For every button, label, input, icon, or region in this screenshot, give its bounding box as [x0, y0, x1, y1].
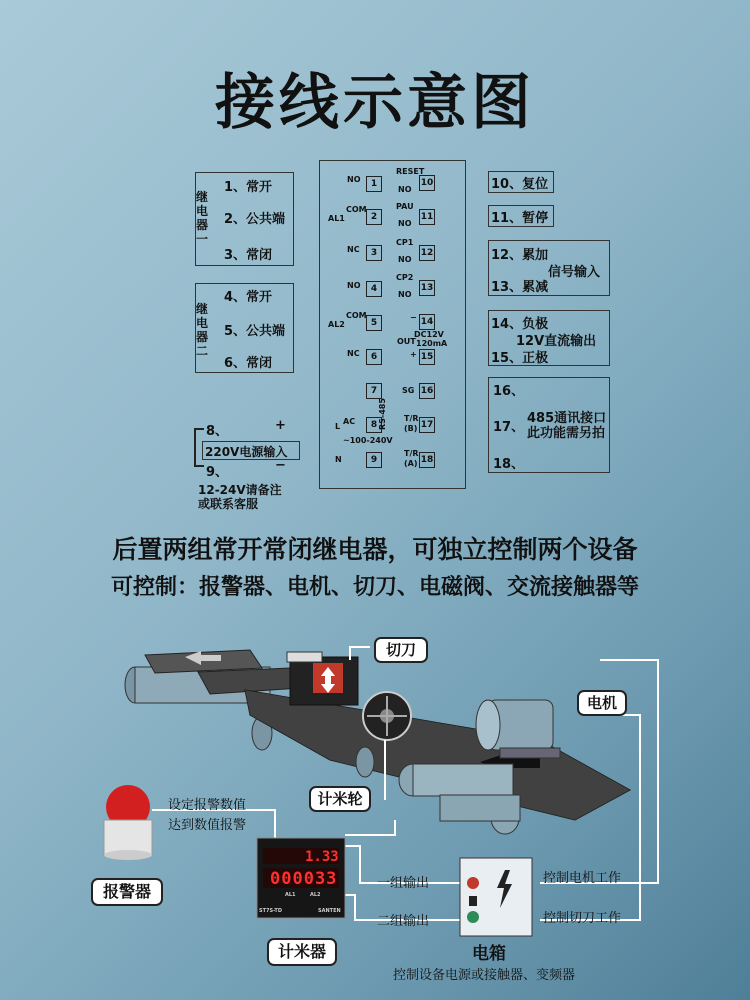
t6-nc: NC	[347, 349, 360, 358]
r11-label: 11、暂停	[491, 211, 549, 226]
out-label: OUT	[397, 337, 416, 346]
t4-no: NO	[347, 281, 361, 290]
r18-label: 18、	[493, 457, 525, 472]
description-line1: 后置两组常开常闭继电器，可独立控制两个设备	[112, 535, 638, 564]
cutter-mount	[287, 652, 322, 662]
cutter-callout: 切刀	[374, 637, 428, 663]
counter-display-bottom: 000033	[270, 869, 338, 889]
terminal-11: 11	[419, 209, 435, 225]
vrange: ~100-240V	[343, 436, 393, 445]
terminal-16: 16	[419, 383, 435, 399]
terminal-8: 8	[366, 417, 382, 433]
terminal-4: 4	[366, 281, 382, 297]
terminal-3: 3	[366, 245, 382, 261]
power-bracket-bottom	[194, 465, 204, 467]
relay2-item-1: 4、常开	[224, 290, 273, 305]
relay1-item-3: 3、常闭	[224, 248, 273, 263]
t12-no: NO	[398, 255, 412, 264]
power-bracket-top	[194, 428, 204, 430]
cp1-label: CP1	[396, 238, 414, 247]
relay1-side-label: 继电器一	[196, 190, 209, 246]
signal-input-label: 信号输入	[548, 265, 601, 280]
terminal-14: 14	[419, 314, 435, 330]
t2-com: COM	[346, 205, 367, 214]
r16-label: 16、	[493, 384, 525, 399]
alarm-text-2: 达到数值报警	[168, 818, 247, 833]
alarm-text-1: 设定报警数值	[168, 798, 247, 813]
r15-label: 15、正极	[491, 351, 549, 366]
t9-n: N	[335, 455, 342, 464]
counter-display-top: 1.33	[305, 849, 339, 865]
power-note1: 12-24V请备注	[198, 483, 282, 497]
counter-brand: SANTEN	[318, 908, 341, 914]
a-label: (A)	[404, 459, 418, 468]
ebox-green-light	[467, 911, 479, 923]
terminal-10: 10	[419, 175, 435, 191]
ebox-red-light	[467, 877, 479, 889]
t8-ac: AC	[343, 417, 356, 426]
r14-label: 14、负极	[491, 317, 549, 332]
sg-label: SG	[402, 386, 415, 395]
terminal-12: 12	[419, 245, 435, 261]
ebox-switch	[469, 896, 477, 906]
left-plate-2	[198, 668, 300, 694]
t11-no: NO	[398, 219, 412, 228]
terminal-7: 7	[366, 383, 382, 399]
terminal-6: 6	[366, 349, 382, 365]
relay2-side-label: 继电器二	[196, 302, 209, 358]
page-title: 接线示意图	[215, 68, 535, 138]
t5-com: COM	[346, 311, 367, 320]
control-cutter-label: 控制切刀工作	[543, 911, 622, 926]
motor-callout: 电机	[577, 690, 627, 716]
ma-label: 120mA	[416, 339, 448, 348]
output-1-label: 一组输出	[377, 876, 430, 891]
description-line2: 可控制：报警器、电机、切刀、电磁阀、交流接触器等	[110, 575, 639, 600]
terminal-9: 9	[366, 452, 382, 468]
alarm-callout: 报警器	[91, 878, 163, 906]
r12-label: 12、累加	[491, 248, 549, 263]
al1-label: AL1	[328, 214, 345, 223]
power-minus: −	[275, 458, 286, 473]
relay1-item-2: 2、公共端	[224, 212, 286, 227]
t15-plus: +	[410, 350, 417, 359]
terminal-1: 1	[366, 176, 382, 192]
power-bracket-left	[194, 428, 196, 466]
ebox-note: 控制设备电源或接触器、变频器	[393, 968, 576, 983]
rs485-label: 485通讯接口	[527, 411, 607, 426]
belt-top	[245, 690, 630, 820]
terminal-13: 13	[419, 280, 435, 296]
counter-callout: 计米器	[267, 938, 337, 966]
motor	[476, 700, 560, 758]
machine-diagram	[0, 620, 750, 1000]
t8-l: L	[335, 422, 341, 431]
counter-model: ST7S-TD	[259, 908, 282, 914]
terminal-2: 2	[366, 209, 382, 225]
tr2-label: T/R	[404, 449, 419, 458]
terminal-15: 15	[419, 349, 435, 365]
power-l8: 8、	[206, 424, 229, 439]
pau-label: PAU	[396, 202, 414, 211]
counter-al1: AL1	[285, 892, 296, 898]
output-2-label: 二组输出	[377, 914, 430, 929]
dc-label: DC12V	[414, 330, 444, 339]
power-note2: 或联系客服	[198, 497, 259, 511]
relay1-item-1: 1、常开	[224, 180, 273, 195]
terminal-18: 18	[419, 452, 435, 468]
ebox-label: 电箱	[472, 944, 506, 964]
dc-output-label: 12V直流输出	[516, 334, 597, 349]
control-motor-label: 控制电机工作	[543, 871, 622, 886]
rs485-vertical: RS-485	[378, 398, 387, 430]
power-plus: +	[275, 418, 286, 433]
relay2-item-2: 5、公共端	[224, 324, 286, 339]
t10-no: NO	[398, 185, 412, 194]
rs485-note: 此功能需另拍	[527, 426, 606, 441]
b-label: (B)	[404, 424, 418, 433]
al2-label: AL2	[328, 320, 345, 329]
reset-label: RESET	[396, 167, 425, 176]
t1-no: NO	[347, 175, 361, 184]
terminal-5: 5	[366, 315, 382, 331]
wheel-callout: 计米轮	[309, 786, 371, 812]
t13-no: NO	[398, 290, 412, 299]
power-box-label: 220V电源输入	[205, 445, 288, 459]
alarm-device	[104, 785, 152, 860]
r17-label: 17、	[493, 420, 525, 435]
relay2-item-3: 6、常闭	[224, 356, 273, 371]
t3-nc: NC	[347, 245, 360, 254]
r10-label: 10、复位	[491, 177, 549, 192]
r13-label: 13、累减	[491, 280, 549, 295]
t14-minus: −	[410, 313, 417, 322]
cp2-label: CP2	[396, 273, 414, 282]
power-l9: 9、	[206, 465, 229, 480]
terminal-17: 17	[419, 417, 435, 433]
counter-al2: AL2	[310, 892, 321, 898]
tr1-label: T/R	[404, 414, 419, 423]
